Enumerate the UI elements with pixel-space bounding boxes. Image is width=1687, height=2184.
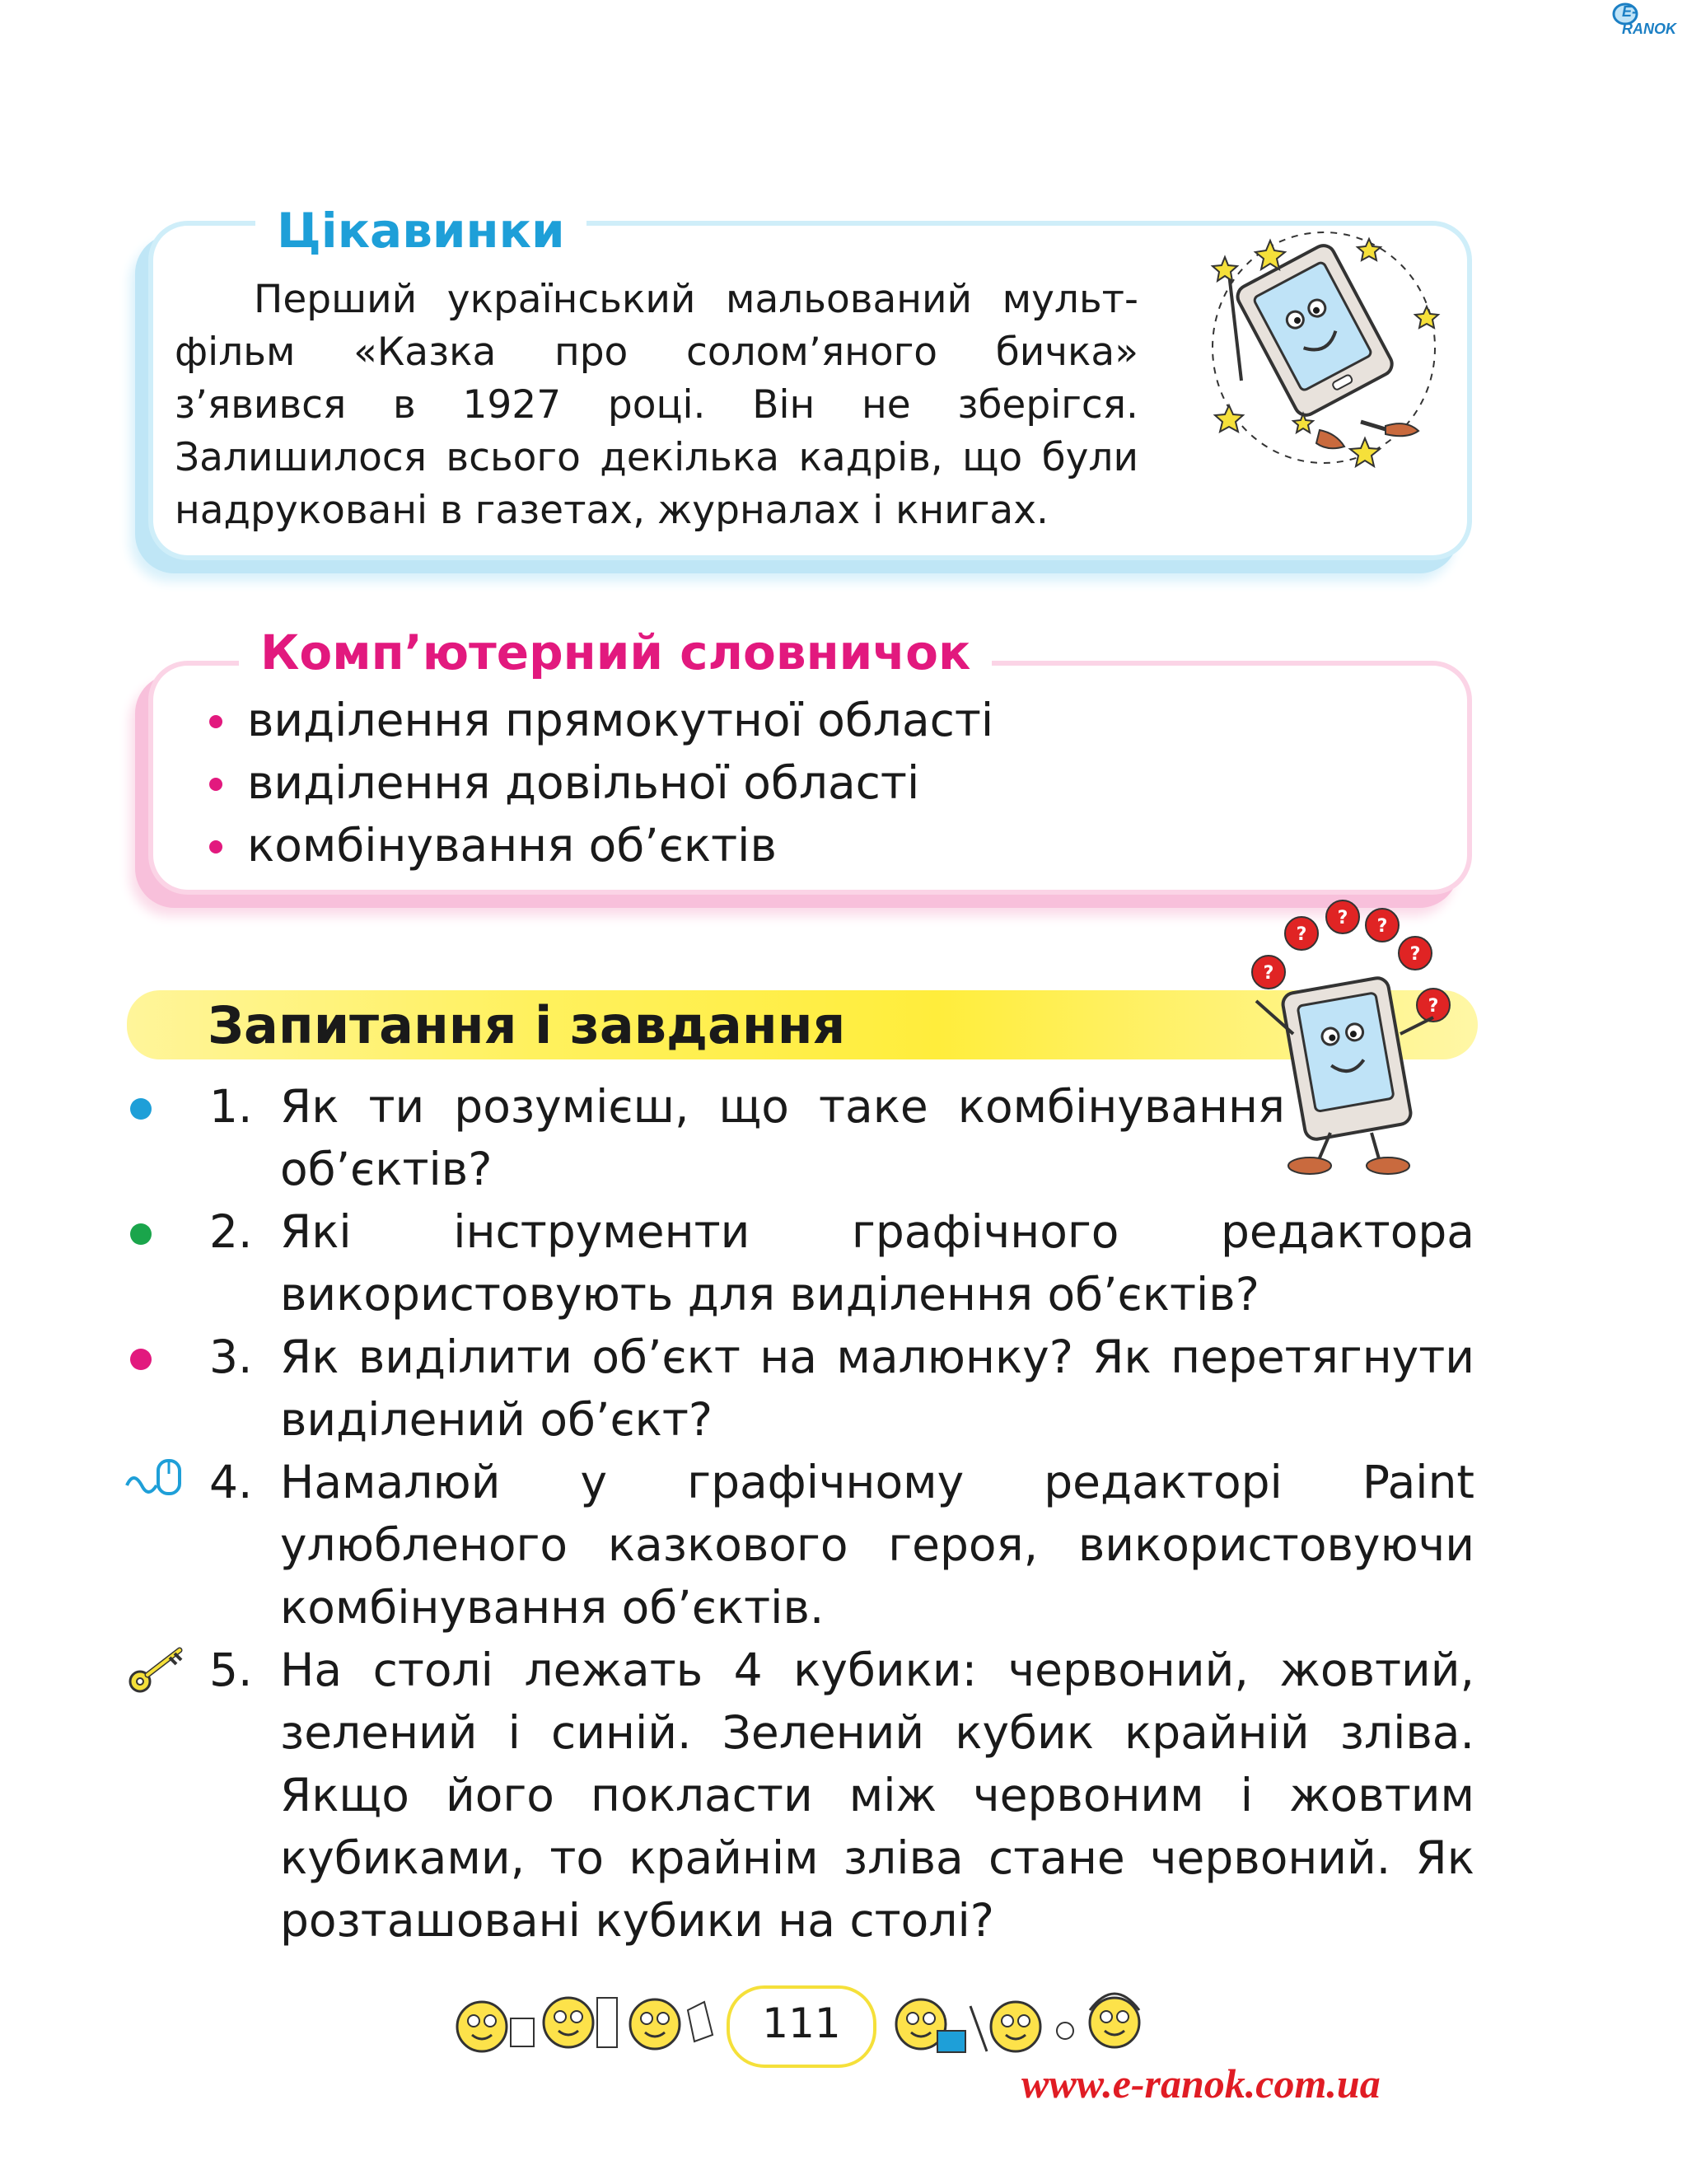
question-text: Намалюй у графічному редакторі Paint улюбленого казкового героя, використовуючи комбінування об’єктів. [280, 1456, 1474, 1634]
question-item [124, 1639, 1474, 1952]
svg-text:?: ? [1337, 908, 1348, 928]
page-number: 111 [762, 1999, 841, 2047]
blue-dot-icon [130, 1098, 152, 1120]
computer-mouse-icon [124, 1452, 189, 1510]
question-number: 4. [209, 1456, 253, 1508]
question-number: 3. [209, 1331, 253, 1383]
question-text: На столі лежать 4 кубики: червоний, жовтий, зелений і синій. Зелений кубик крайній зліва. Якщо його покласти між червоним і жовтим кубиками, то крайнім зліва стане червоний. Як розташовані кубики на столі? [280, 1644, 1474, 1947]
svg-text:?: ? [1428, 996, 1439, 1017]
question-number: 5. [209, 1644, 253, 1696]
smiley-characters-icon [449, 1973, 721, 2068]
questions-title: Запитання і завдання [208, 995, 846, 1055]
svg-text:?: ? [1409, 944, 1421, 965]
question-text: Як виділити об’єкт на малюнку? Як перетягнути виділений об’єкт? [280, 1331, 1474, 1446]
pink-dot-icon [130, 1349, 152, 1370]
question-text: Як ти розумієш, що таке комбінування об’єктів? [280, 1080, 1285, 1195]
website-link[interactable]: www.e-ranok.com.ua [1021, 2060, 1381, 2107]
green-dot-icon [130, 1223, 152, 1245]
question-number: 2. [209, 1205, 253, 1258]
fact-paragraph: Перший український мальований мульт-фільм «Казка про солом’яного бичка» з’явився в 1927 році. Він не зберігся. Залишилося всього декілька кадрів, що були надруковані в газетах, журналах і книгах. [175, 277, 1138, 533]
svg-text:?: ? [1376, 916, 1388, 937]
dictionary-title: Комп’ютерний словничок [239, 624, 992, 680]
question-number: 1. [209, 1080, 253, 1133]
key-icon [124, 1640, 189, 1698]
logo-text: E-RANOK [1622, 3, 1676, 37]
fact-box-text [175, 274, 1138, 537]
question-item [124, 1451, 1474, 1639]
question-item [124, 1326, 1474, 1451]
magic-tablet-character-icon [1196, 216, 1443, 488]
svg-text:?: ? [1263, 963, 1274, 984]
smiley-characters-icon [880, 1973, 1152, 2068]
question-text: Які інструменти графічного редактора використовують для виділення об’єктів? [280, 1205, 1474, 1321]
question-item [124, 1075, 1474, 1200]
dictionary-list [208, 689, 993, 877]
questions-list [124, 1075, 1474, 1952]
dictionary-item: виділення прямокутної області [208, 689, 993, 751]
dictionary-item: виділення довільної області [208, 751, 993, 814]
question-item [124, 1200, 1474, 1326]
svg-text:?: ? [1296, 924, 1307, 945]
dictionary-item: комбінування об’єктів [208, 814, 993, 877]
fact-box-title: Цікавинки [255, 203, 586, 259]
e-ranok-logo-icon [1610, 0, 1685, 37]
